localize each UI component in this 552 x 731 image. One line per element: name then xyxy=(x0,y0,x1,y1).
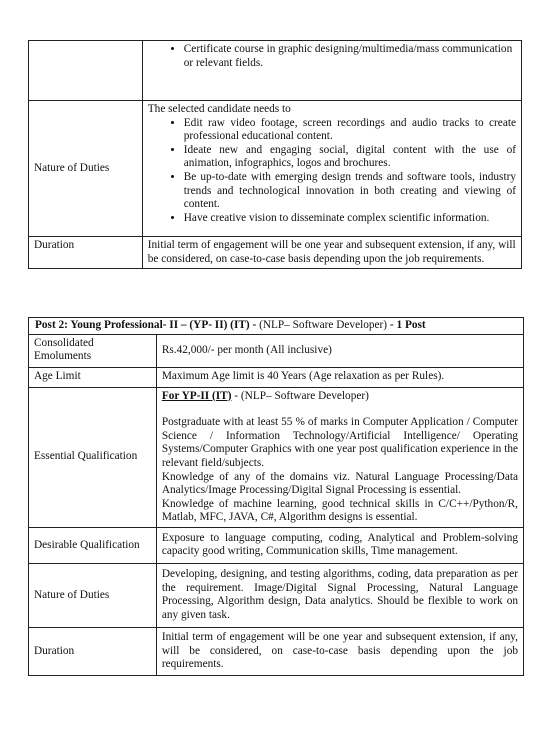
empty-label-cell xyxy=(29,41,143,101)
nature-of-duties-label: Nature of Duties xyxy=(29,563,157,627)
post-subtitle: (NLP– Software Developer) xyxy=(259,319,388,331)
table-row xyxy=(29,627,524,675)
nature-of-duties-value: Developing, designing, and testing algorithms, coding, data preparation as per the requirement. Image/Digital Signal Processing, Natural Language Processing, Algorithm design, Data analytics. Should be flexible to work on any given task. xyxy=(156,563,523,627)
post-title: Post 2: Young Professional- II – (YP- II) (IT) - xyxy=(35,319,260,331)
table-row xyxy=(29,101,522,237)
table-post-2 xyxy=(28,317,524,676)
list-item: • Edit raw video footage, screen recordings and audio tracks to create professional educational content. xyxy=(184,117,516,144)
post-count: - 1 Post xyxy=(387,319,426,331)
qualification-para: Knowledge of machine learning, good technical skills in C/C++/Python/R, Matlab, MFC, JAVA, C#, Algorithm designs is essential. xyxy=(161,497,518,524)
essential-qualification-label: Essential Qualification xyxy=(29,387,157,527)
duration-value: Initial term of engagement will be one year and subsequent extension, if any, will be considered, on case-to-case basis depending upon the job requirements. xyxy=(156,627,523,675)
yp-heading: For YP-II (IT) xyxy=(161,389,232,402)
qualification-para: Postgraduate with at least 55 % of marks in Computer Application / Computer Science / Information Technology/Artificial Intelligence/ Operating Systems/Computer Graphics with one year post qualification experience in the relevant field/subjects. xyxy=(161,416,518,469)
list-item: • Ideate new and engaging social, digital content with the use of animation, infographics, logos and brochures. xyxy=(184,144,516,171)
duties-intro: The selected candidate needs to xyxy=(147,103,291,115)
qualification-continued-cell xyxy=(142,41,521,101)
emoluments-value: Rs.42,000/- per month (All inclusive) xyxy=(156,334,523,367)
nature-of-duties-label: Nature of Duties xyxy=(29,101,143,237)
table-post-1-continued xyxy=(28,40,522,269)
table-row xyxy=(29,367,524,387)
desirable-qualification-label: Desirable Qualification xyxy=(29,527,157,563)
duration-label: Duration xyxy=(29,627,157,675)
duration-value: Initial term of engagement will be one year and subsequent extension, if any, will be considered, on case-to-case basis depending upon the job requirements. xyxy=(142,237,521,269)
essential-qualification-value xyxy=(156,387,523,527)
table-row xyxy=(29,527,524,563)
qualification-para: Knowledge of any of the domains viz. Natural Language Processing/Data Analytics/Image Processing/Digital Signal Processing is essential. xyxy=(161,470,518,497)
table-row xyxy=(29,563,524,627)
table-row xyxy=(29,41,522,101)
table-row xyxy=(29,387,524,527)
table-row xyxy=(29,318,524,335)
emoluments-label: Consolidated Emoluments xyxy=(29,334,157,367)
nature-of-duties-value xyxy=(142,101,521,237)
age-limit-value: Maximum Age limit is 40 Years (Age relaxation as per Rules). xyxy=(156,367,523,387)
age-limit-label: Age Limit xyxy=(29,367,157,387)
table-row xyxy=(29,237,522,269)
list-item: • Be up-to-date with emerging design trends and software tools, industry trends and technological innovation in both creating and viewing of content. xyxy=(184,171,516,212)
post-heading xyxy=(29,318,524,335)
table-row xyxy=(29,334,524,367)
list-item: • Certificate course in graphic designing/multimedia/mass communication or relevant fields. xyxy=(184,43,516,70)
duration-label: Duration xyxy=(29,237,143,269)
list-item: • Have creative vision to disseminate complex scientific information. xyxy=(184,212,516,226)
desirable-qualification-value: Exposure to language computing, coding, Analytical and Problem-solving capacity good writing, Communication skills, Time management. xyxy=(156,527,523,563)
yp-heading-rest: - (NLP– Software Developer) xyxy=(231,389,369,402)
